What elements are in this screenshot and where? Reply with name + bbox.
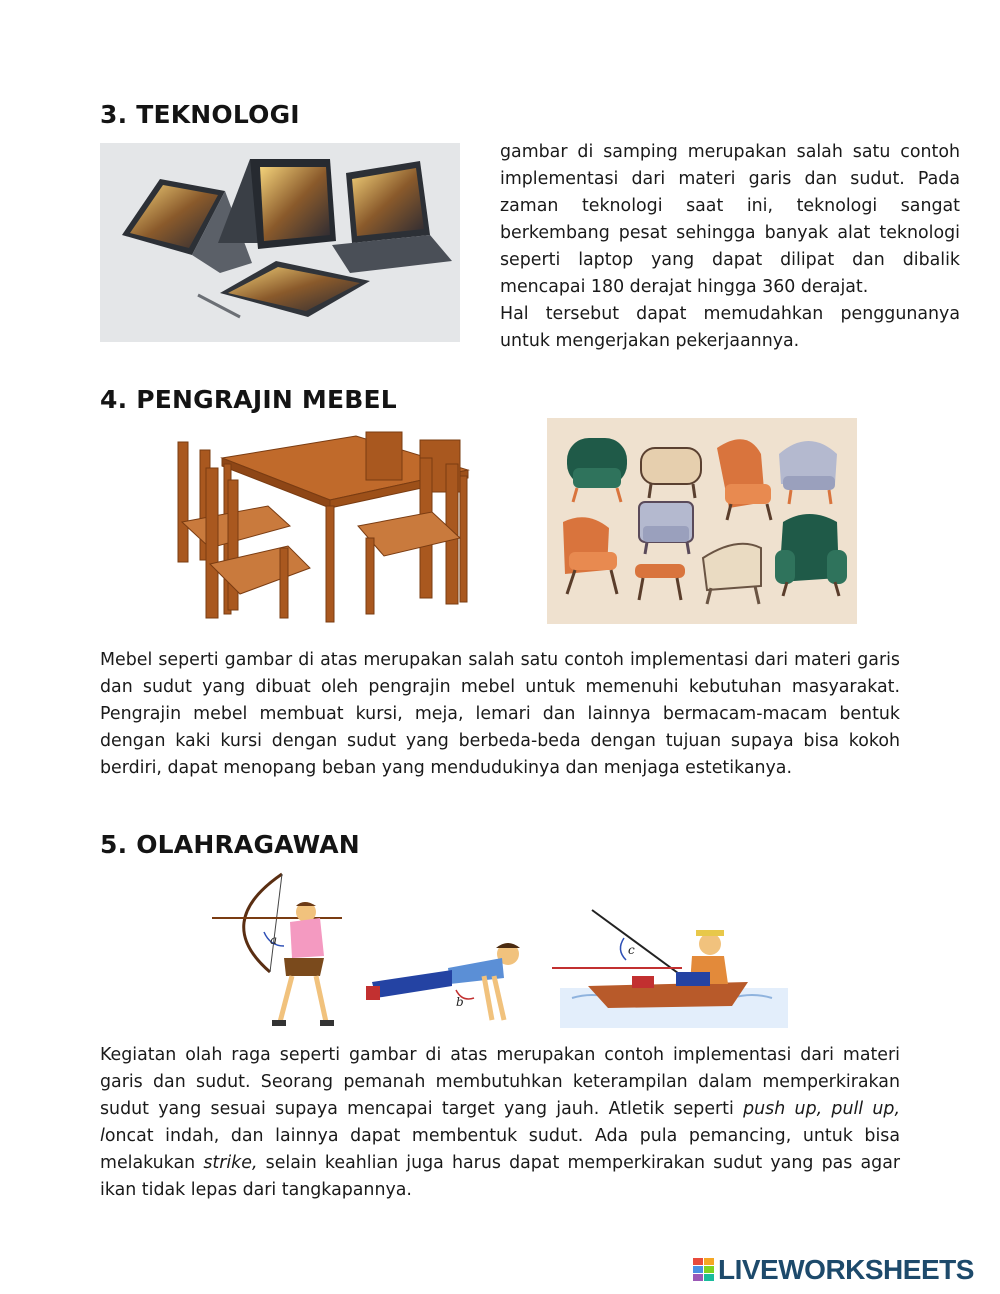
section-heading-pengrajin-mebel: 4. PENGRAJIN MEBEL [100, 385, 397, 414]
logo-blocks-icon [693, 1258, 715, 1282]
fishing-figure [552, 910, 788, 1028]
liveworksheets-logo [693, 1253, 993, 1287]
paragraph-italic-part: push up, pull up, l [100, 1099, 901, 1146]
section4-paragraph: Mebel seperti gambar di atas merupakan salah satu contoh implementasi dari materi garis dan sudut yang dibuat oleh pengrajin mebel untuk memenuhi kebutuhan masyarakat. Pengrajin mebel membuat kursi, meja, lemari dan lainnya bermacam-macam bentuk dengan kaki kursi dengan sudut yang berbeda-beda dengan tujuan supaya bisa kokoh berdiri, dapat menopang beban yang mendudukinya dan menjaga estetikanya. [100, 650, 900, 778]
paragraph-text-part: selain keahlian juga harus dapat memperkirakan sudut yang pas agar ikan tidak lepas dari tangkapannya. [100, 1153, 900, 1200]
section3-paragraph-1: gambar di samping merupakan salah satu contoh implementasi dari materi garis dan sudut. Pada zaman teknologi saat ini, teknologi sangat berkembang pesat sehingga banyak alat teknologi seperti laptop yang dapat dilipat dan dibalik mencapai 180 derajat hingga 360 derajat. [500, 142, 960, 297]
dining-table-image [170, 428, 480, 624]
pushup-figure [366, 943, 520, 1020]
athletes-image [212, 872, 788, 1032]
paragraph-italic-part: strike, [203, 1153, 258, 1173]
section3-paragraph-2: Hal tersebut dapat memudahkan penggunanya untuk mengerjakan pekerjaannya. [500, 304, 960, 351]
section-heading-olahragawan: 5. OLAHRAGAWAN [100, 830, 360, 859]
section5-paragraph [100, 1042, 900, 1204]
angle-label-b: b [456, 995, 464, 1009]
brand-name: LIVEWORKSHEETS [718, 1254, 974, 1285]
section-heading-teknologi: 3. TEKNOLOGI [100, 100, 300, 129]
green-armchair [567, 438, 627, 502]
laptops-image [100, 143, 460, 342]
angle-label-a: a [270, 933, 278, 947]
archer-figure [212, 874, 342, 1026]
angle-label-c: c [628, 943, 635, 957]
armchairs-image [547, 418, 857, 624]
paragraph-text-part: oncat indah, dan lainnya dapat membentuk sudut. Ada pula pemancing, untuk bisa melakukan [100, 1126, 900, 1173]
paragraph-text-part: Kegiatan olah raga seperti gambar di atas merupakan contoh implementasi dari materi garis dan sudut. Seorang pemanah membutuhkan keterampilan dalam memperkirakan sudut yang sesuai supaya mencapai target yang jauh. Atletik seperti [100, 1045, 900, 1119]
